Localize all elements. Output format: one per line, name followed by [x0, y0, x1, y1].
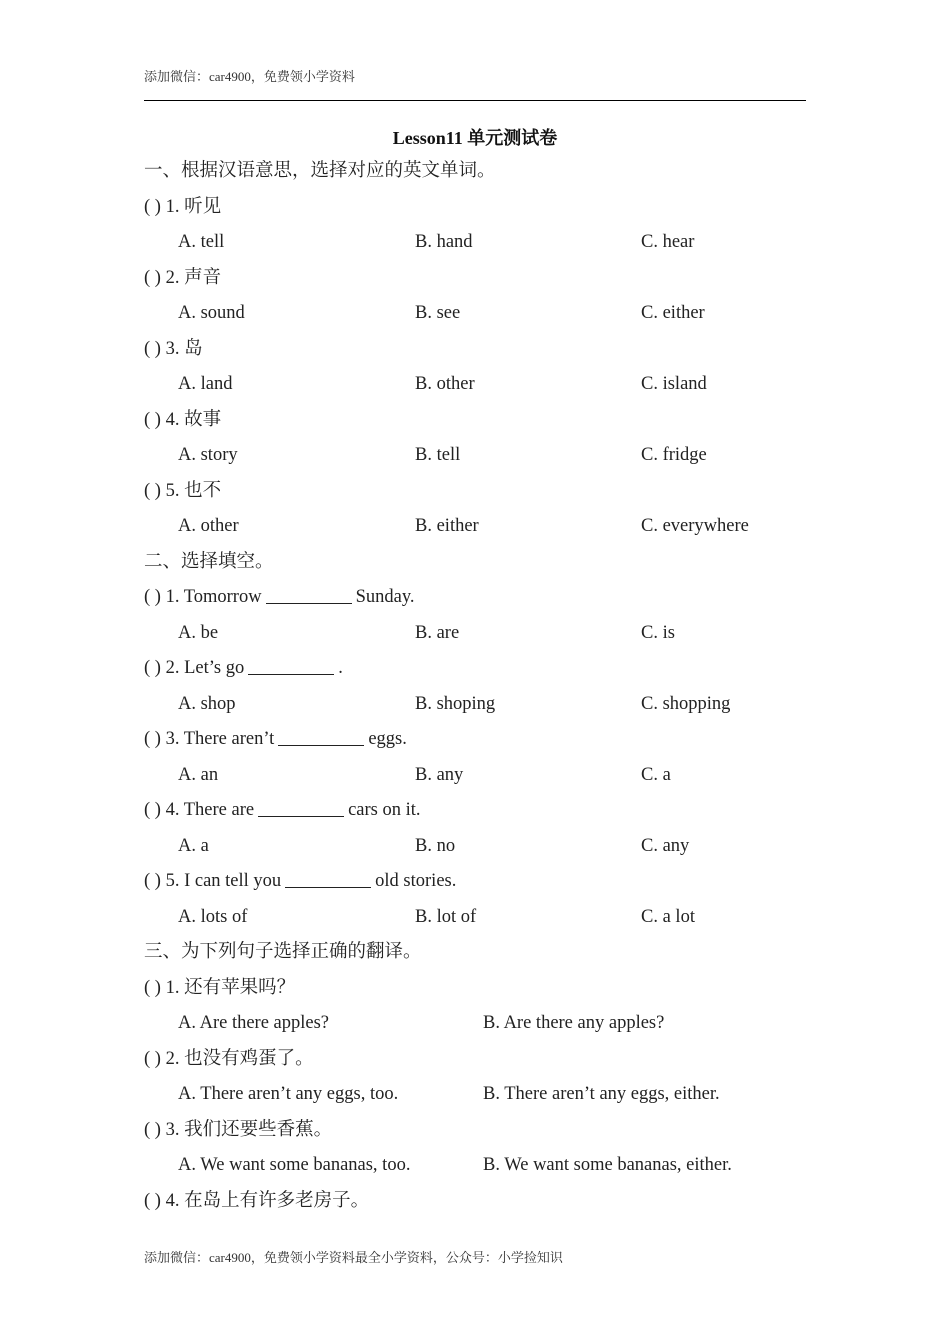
question-number: ( ) 4.	[144, 800, 180, 820]
answer-blank	[258, 796, 344, 817]
question-text: 听见	[184, 196, 222, 217]
option-c: C. shopping	[641, 693, 731, 714]
option-b: B. hand	[415, 232, 473, 252]
question-text: 我们还要些香蕉。	[184, 1119, 333, 1140]
question-row	[144, 651, 824, 687]
option-a: A. Are there apples?	[178, 1013, 330, 1033]
question-row	[144, 190, 824, 226]
option-a: A. land	[178, 374, 233, 394]
answer-blank	[266, 583, 352, 604]
footer-note: 添加微信：car4900，免费领小学资料最全小学资料，公众号：小学捡知识	[144, 1250, 563, 1265]
option-a: A. other	[178, 516, 239, 536]
option-c: C. either	[641, 303, 705, 323]
question-text: 还有苹果吗？	[184, 977, 296, 998]
option-a: A. story	[178, 445, 238, 465]
section-heading: 二、选择填空。	[144, 551, 274, 572]
question-text: 岛	[184, 338, 203, 359]
options-row	[144, 1006, 824, 1042]
question-number: ( ) 5.	[144, 871, 180, 891]
question-text: 也不	[184, 480, 222, 501]
option-c: C. any	[641, 835, 690, 856]
option-b: B. no	[415, 835, 456, 856]
question-row	[144, 1184, 824, 1220]
question-row	[144, 1042, 824, 1078]
option-a: A. be	[178, 622, 219, 643]
section-heading: 三、为下列句子选择正确的翻译。	[144, 942, 422, 962]
option-b: B. see	[415, 303, 461, 323]
question-number: ( ) 3.	[144, 729, 180, 749]
question-row	[144, 261, 824, 297]
question-text: 故事	[184, 409, 222, 430]
question-row	[144, 793, 824, 829]
question-text-end: .	[338, 658, 343, 678]
question-number: ( ) 4.	[144, 1190, 180, 1211]
question-text-end: Sunday.	[355, 587, 415, 607]
options-row	[144, 758, 824, 794]
question-number: ( ) 2.	[144, 1048, 180, 1069]
option-b: B. either	[415, 516, 479, 536]
question-number: ( ) 2.	[144, 658, 180, 678]
question-text: I can tell you	[184, 871, 282, 891]
question-text: 也没有鸡蛋了。	[184, 1048, 314, 1069]
option-a: A. sound	[178, 303, 245, 323]
option-a: A. a	[178, 835, 209, 856]
option-b: B. Are there any apples?	[483, 1013, 665, 1033]
option-a: A. shop	[178, 693, 236, 714]
question-number: ( ) 1.	[144, 587, 180, 607]
question-number: ( ) 1.	[144, 196, 180, 217]
options-row	[144, 225, 824, 261]
option-b: B. We want some bananas, either.	[483, 1155, 732, 1175]
options-row	[144, 438, 824, 474]
question-text: There aren’t	[183, 729, 275, 749]
question-text: 在岛上有许多老房子。	[184, 1190, 370, 1211]
section-heading: 一、根据汉语意思，选择对应的英文单词。	[144, 161, 496, 181]
option-b: B. other	[415, 374, 475, 394]
option-c: C. a	[641, 764, 671, 785]
option-c: C. everywhere	[641, 516, 749, 536]
options-row	[144, 509, 824, 545]
option-c: C. is	[641, 622, 675, 643]
option-b: B. are	[415, 622, 460, 643]
question-row	[144, 722, 824, 758]
option-a: A. We want some bananas, too.	[178, 1155, 411, 1175]
options-row	[144, 296, 824, 332]
page-title: Lesson11 单元测试卷	[392, 128, 558, 148]
answer-blank	[285, 867, 371, 888]
options-row	[144, 1148, 824, 1184]
question-number: ( ) 3.	[144, 338, 180, 359]
question-text: Tomorrow	[183, 587, 262, 607]
option-a: A. tell	[178, 232, 225, 252]
question-row	[144, 971, 824, 1007]
question-row	[144, 403, 824, 439]
option-a: A. lots of	[178, 906, 248, 927]
option-c: C. island	[641, 374, 707, 394]
question-row	[144, 864, 824, 900]
question-text-end: eggs.	[368, 729, 407, 749]
answer-blank	[278, 725, 364, 746]
options-row	[144, 687, 824, 723]
option-c: C. a lot	[641, 906, 695, 927]
question-row	[144, 332, 824, 368]
question-number: ( ) 5.	[144, 480, 180, 501]
options-row	[144, 1077, 824, 1113]
question-row	[144, 1113, 824, 1149]
option-c: C. hear	[641, 232, 695, 252]
question-row	[144, 580, 824, 616]
question-text-end: old stories.	[375, 871, 457, 891]
options-row	[144, 900, 824, 936]
question-number: ( ) 2.	[144, 267, 180, 288]
options-row	[144, 616, 824, 652]
question-number: ( ) 3.	[144, 1119, 180, 1140]
header-divider	[144, 100, 806, 101]
worksheet-content	[144, 154, 824, 1219]
option-b: B. tell	[415, 445, 461, 465]
question-text: Let’s go	[184, 658, 245, 678]
question-number: ( ) 1.	[144, 977, 180, 998]
option-b: B. There aren’t any eggs, either.	[483, 1084, 720, 1104]
options-row	[144, 367, 824, 403]
option-a: A. an	[178, 764, 219, 785]
question-text: There are	[183, 800, 255, 820]
question-text-end: cars on it.	[348, 800, 421, 820]
option-b: B. shoping	[415, 693, 496, 714]
question-text: 声音	[184, 267, 222, 288]
answer-blank	[248, 654, 334, 675]
question-row	[144, 474, 824, 510]
option-a: A. There aren’t any eggs, too.	[178, 1084, 399, 1104]
question-number: ( ) 4.	[144, 409, 180, 430]
option-b: B. any	[415, 764, 464, 785]
header-note: 添加微信：car4900，免费领小学资料	[144, 69, 355, 84]
options-row	[144, 829, 824, 865]
option-b: B. lot of	[415, 906, 477, 927]
option-c: C. fridge	[641, 445, 707, 465]
